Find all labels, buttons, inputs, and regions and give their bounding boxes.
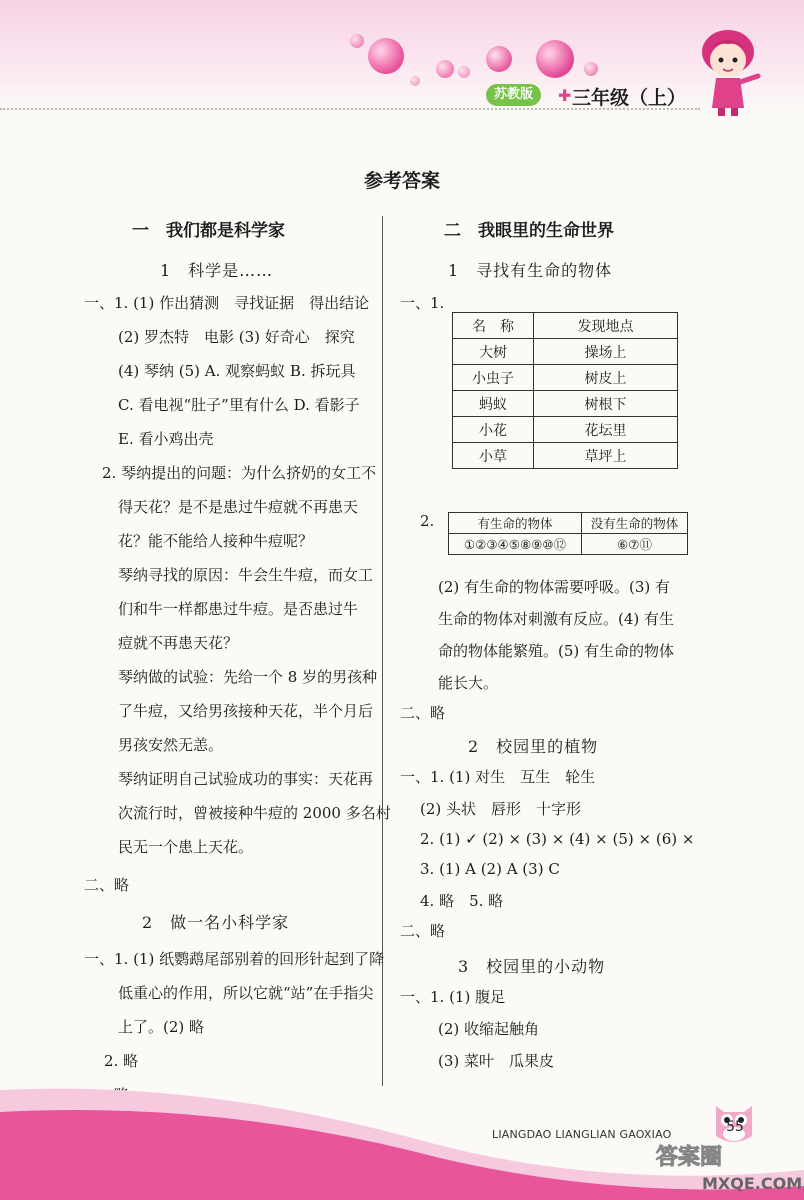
answer-line: 男孩安然无恙。 [118,736,224,754]
section-heading: 2 校园里的植物 [468,737,599,756]
bubble-decoration [584,62,598,76]
plus-icon: ✚ [558,86,572,105]
answer-line: 二、略 [400,704,446,722]
table-cell: 小虫子 [453,365,534,391]
answer-line: 一、1. (1) 纸鹦鹉尾部别着的回形针起到了降 [84,950,385,968]
table-cell: 花坛里 [534,417,678,443]
chapter-heading: 一 我们都是科学家 [132,221,285,241]
bubble-decoration [458,66,470,78]
answer-line: 琴纳寻找的原因：牛会生牛痘，而女工 [118,566,374,584]
answer-line: 4. 略 5. 略 [420,892,504,910]
bubble-decoration [350,34,364,48]
bubble-decoration [368,38,404,74]
table-header-row [453,313,678,339]
question-label: 一、1. [400,294,445,312]
answer-line: (3) 菜叶 瓜果皮 [438,1052,555,1070]
answer-line: 了牛痘，又给男孩接种天花，半个月后 [118,702,374,720]
answer-line: 命的物体能繁殖。(5) 有生命的物体 [438,642,675,660]
answer-line: (2) 头状 唇形 十字形 [420,800,582,818]
answer-line: 琴纳做的试验：先给一个 8 岁的男孩种 [118,668,378,686]
section-heading: 2 做一名小科学家 [142,913,290,932]
table-header: 名 称 [453,313,534,339]
table-row [453,391,678,417]
answer-line: 3. (1) A (2) A (3) C [420,860,560,878]
table-cell: 草坪上 [534,443,678,469]
page-title: 参考答案 [363,170,440,192]
bubble-decoration [410,76,420,86]
bubble-decoration [436,60,454,78]
section-heading: 3 校园里的小动物 [458,957,606,976]
location-table [452,312,678,469]
answer-line: 上了。(2) 略 [118,1018,205,1036]
answer-line: 2. (1) ✓ (2) × (3) × (4) × (5) × (6) × [420,830,695,848]
table-cell: 小花 [453,417,534,443]
table-cell: 操场上 [534,339,678,365]
answer-line: 一、1. (1) 作出猜测 寻找证据 得出结论 [84,294,370,312]
section-heading: 1 科学是…… [160,261,274,280]
mascot-girl-icon [688,20,768,120]
chapter-heading: 二 我眼里的生命世界 [444,221,614,241]
answer-line: 次流行时，曾被接种牛痘的 2000 多名村 [118,804,391,822]
bubble-decoration [536,40,574,78]
bubble-decoration [486,46,512,72]
table-row [453,417,678,443]
question-label: 2. [420,512,435,530]
table-cell: ①②③④⑤⑧⑨⑩⑫ [449,534,582,555]
answer-line: 们和牛一样都患过牛痘。是否患过牛 [118,600,359,618]
answer-line: (2) 有生命的物体需要呼吸。(3) 有 [438,578,671,596]
answer-line: (4) 琴纳 (5) A. 观察蚂蚁 B. 拆玩具 [118,362,356,380]
table-header: 没有生命的物体 [582,513,688,534]
living-classification-table [448,512,688,555]
section-heading: 1 寻找有生命的物体 [448,261,613,280]
grade-label: 三年级（上） [572,87,687,109]
table-row [453,339,678,365]
answer-line: 琴纳证明自己试验成功的事实：天花再 [118,770,374,788]
table-cell: 蚂蚁 [453,391,534,417]
edition-badge: 苏教版 [486,84,541,106]
table-row [449,534,688,555]
answer-line: 生命的物体对刺激有反应。(4) 有生 [438,610,675,628]
page-number: 55 [726,1119,744,1135]
answer-line: 2. 略 [104,1052,139,1070]
answer-line: 二、略 [400,922,446,940]
table-header-row [449,513,688,534]
answer-line: (2) 收缩起触角 [438,1020,540,1038]
table-row [453,365,678,391]
answer-line: C. 看电视“肚子”里有什么 D. 看影子 [118,396,360,414]
table-header: 发现地点 [534,313,678,339]
answer-line: (2) 罗杰特 电影 (3) 好奇心 探究 [118,328,355,346]
table-cell: 树皮上 [534,365,678,391]
answer-line: 一、1. (1) 腹足 [400,988,506,1006]
table-header: 有生命的物体 [449,513,582,534]
table-cell: 大树 [453,339,534,365]
answer-line: 得天花？是不是患过牛痘就不再患天 [118,498,359,516]
answer-line: 花？能不能给人接种牛痘呢？ [118,532,314,550]
watermark-logo: 答案圈 [656,1145,723,1170]
answer-line: 痘就不再患天花？ [118,634,239,652]
answer-line: 一、1. (1) 对生 互生 轮生 [400,768,596,786]
table-cell: ⑥⑦⑪ [582,534,688,555]
footer-wave [0,1060,804,1200]
answer-line: 能长大。 [438,674,499,692]
answer-line: 2. 琴纳提出的问题：为什么挤奶的女工不 [102,464,377,482]
watermark-url: MXQE.COM [702,1174,803,1193]
table-row [453,443,678,469]
footer-series-text: LIANGDAO LIANGLIAN GAOXIAO [492,1128,672,1141]
table-cell: 树根下 [534,391,678,417]
answer-line: E. 看小鸡出壳 [118,430,214,448]
answer-line: 民无一个患上天花。 [118,838,254,856]
table-cell: 小草 [453,443,534,469]
answer-line: 二、略 [84,876,130,894]
answer-line: 低重心的作用，所以它就“站”在手指尖 [118,984,374,1002]
